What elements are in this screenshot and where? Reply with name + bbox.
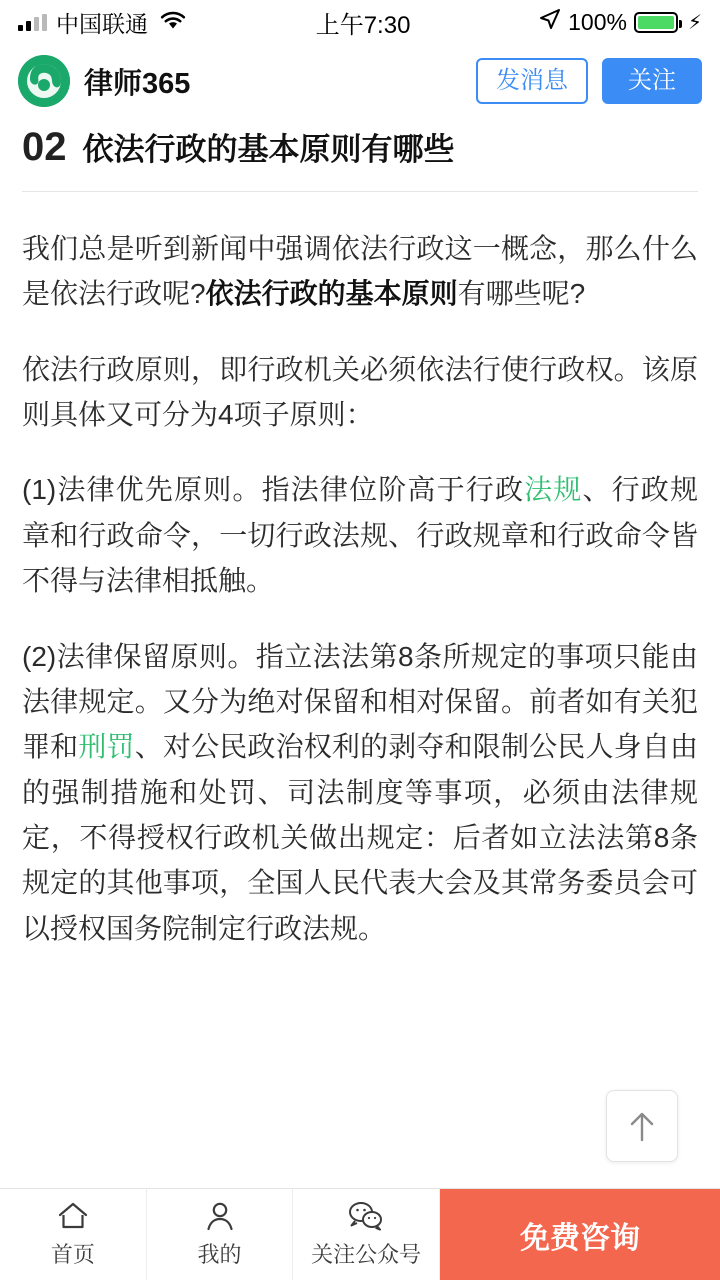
paragraph-4-text-a: (2)法律保留原则。指立法法第8条所规定的事项只能由法律规定。又分为绝对保留和相对保留。前者如有关犯罪和 [22,640,698,763]
send-message-button[interactable]: 发消息 [476,58,588,104]
paragraph-1-text-b: 有哪些呢? [457,278,586,310]
account-name: 律师365 [84,67,191,100]
lightning-bolt-icon: ⚡ [687,11,702,34]
status-bar-left [18,6,187,39]
battery-percent-label: 100% [568,8,627,35]
section-title: 依法行政的基本原则有哪些 [82,132,455,167]
carrier-label: 中国联通 [56,10,148,37]
signal-bars-icon [18,14,47,31]
paragraph-1-text-a: 我们总是听到新闻中强调依法行政这一概念，那么什么是依法行政呢? [22,233,698,310]
tab-mine[interactable] [147,1189,294,1280]
battery-icon [634,12,678,33]
paragraph-3 [22,467,698,603]
inline-link-xingfa[interactable]: 刑罚 [78,731,135,763]
paragraph-1-text-bold: 依法行政的基本原则 [205,278,458,310]
inline-link-fagui[interactable]: 法规 [524,474,583,506]
follow-button[interactable]: 关注 [602,58,702,104]
tab-home[interactable] [0,1189,147,1280]
status-bar [0,0,720,44]
tab-mine-label: 我的 [197,1242,242,1267]
paragraph-2 [22,347,698,438]
paragraph-4 [22,634,698,952]
arrow-up-icon [625,1108,659,1144]
avatar[interactable] [18,55,70,107]
tab-official-account[interactable] [293,1189,440,1280]
paragraph-3-text-b: 、行政规章和行政命令，一切行政法规、行政规章和行政命令皆不得与法律相抵触。 [22,474,698,597]
paragraph-1 [22,226,698,317]
section-heading [22,118,698,169]
tab-official-account-label: 关注公众号 [311,1242,422,1267]
section-number: 02 [22,125,67,169]
back-to-top-button[interactable] [606,1090,678,1162]
bottom-tab-bar [0,1188,720,1280]
article-body[interactable] [0,118,720,1188]
account-header [0,44,720,118]
paragraph-2-text: 依法行政原则，即行政机关必须依法行使行政权。该原则具体又可分为4项子原则： [22,353,698,431]
wechat-icon [347,1200,385,1232]
user-icon [204,1200,236,1232]
home-icon [56,1200,90,1232]
paragraph-4-text-b: 、对公民政治权利的剥夺和限制公民人身自由的强制措施和处罚、司法制度等事项，必须由法律规定，不得授权行政机关做出规定：后者如立法法第8条规定的其他事项，全国人民代表大会及其常务委员会可以授权国务院制定行政法规。 [22,731,698,944]
paragraph-3-text-a: (1)法律优先原则。指法律位阶高于行政 [22,474,525,506]
status-bar-right [539,8,702,36]
wifi-icon [159,9,187,36]
heading-divider [22,191,698,192]
location-arrow-icon [539,8,561,36]
free-consult-button[interactable]: 免费咨询 [440,1189,720,1280]
status-bar-time: 上午7:30 [315,11,411,39]
tab-home-label: 首页 [50,1242,95,1267]
